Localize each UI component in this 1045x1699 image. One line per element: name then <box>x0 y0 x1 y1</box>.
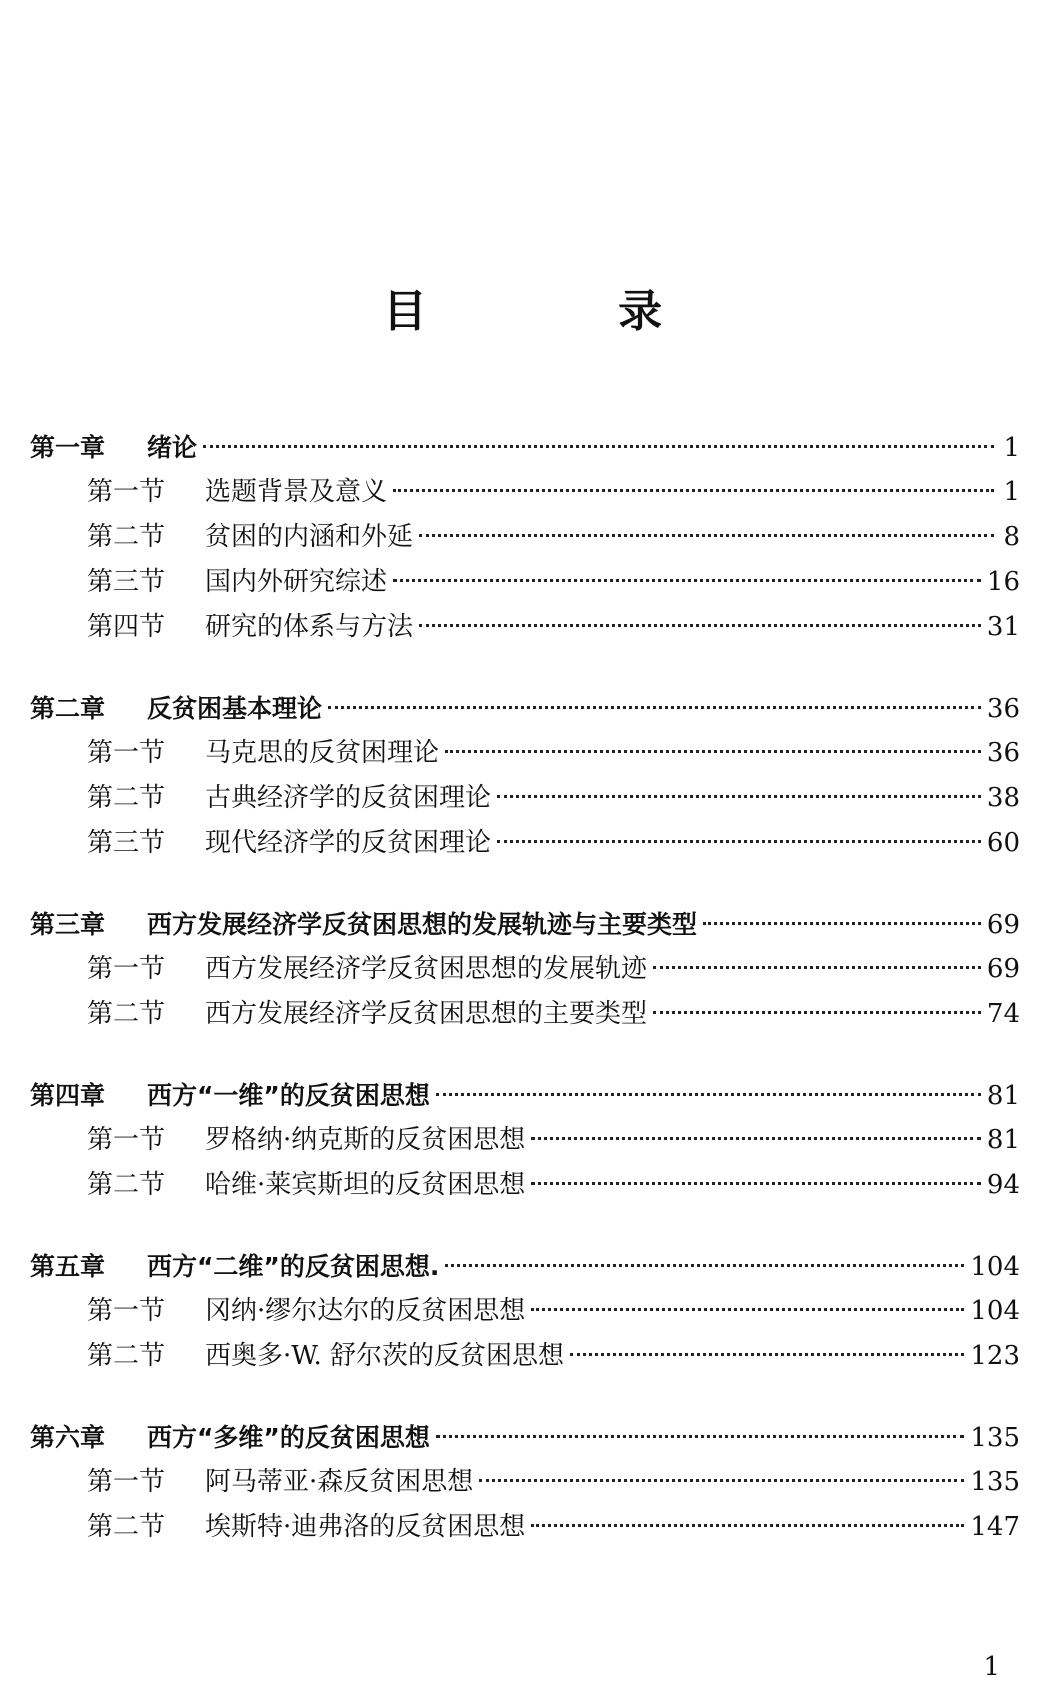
dot-leader <box>328 706 981 709</box>
dot-leader <box>653 1011 981 1014</box>
chapter-label: 第二章 <box>30 694 106 723</box>
chapter-label: 第一章 <box>30 433 106 462</box>
section-title: 马克思的反贫困理论 <box>205 738 440 768</box>
toc-chapter-entry[interactable] <box>30 1073 1020 1118</box>
dot-leader <box>531 1308 964 1311</box>
section-label: 第二节 <box>87 1512 166 1542</box>
section-label: 第二节 <box>87 1170 166 1200</box>
toc-chapter-entry[interactable] <box>30 1415 1020 1460</box>
toc-section-entry[interactable] <box>30 821 1020 866</box>
section-title: 选题背景及意义 <box>205 477 388 507</box>
chapter-block <box>30 1244 1020 1379</box>
section-title: 冈纳·缪尔达尔的反贫困思想 <box>205 1296 526 1326</box>
dot-leader <box>436 1093 981 1096</box>
section-label: 第一节 <box>87 954 166 984</box>
section-label: 第四节 <box>87 612 166 642</box>
section-title: 现代经济学的反贫困理论 <box>205 828 492 858</box>
section-title: 西奥多·W. 舒尔茨的反贫困思想 <box>205 1341 564 1371</box>
dot-leader <box>570 1353 964 1356</box>
section-page-number: 74 <box>986 999 1020 1029</box>
section-page-number: 31 <box>986 612 1020 642</box>
section-page-number: 8 <box>1003 522 1020 552</box>
dot-leader <box>419 534 994 537</box>
chapter-block <box>30 1073 1020 1208</box>
section-label: 第一节 <box>87 1467 166 1497</box>
chapter-block <box>30 1415 1020 1550</box>
dot-leader <box>419 624 981 627</box>
section-title: 阿马蒂亚·森反贫困思想 <box>205 1467 474 1497</box>
dot-leader <box>393 489 994 492</box>
chapter-page-number: 81 <box>986 1081 1020 1111</box>
section-title: 研究的体系与方法 <box>205 612 414 642</box>
dot-leader <box>203 445 994 448</box>
section-page-number: 16 <box>986 567 1020 597</box>
toc-section-entry[interactable] <box>30 1460 1020 1505</box>
section-label: 第三节 <box>87 828 166 858</box>
dot-leader <box>393 579 981 582</box>
toc-section-entry[interactable] <box>30 1505 1020 1550</box>
section-title: 罗格纳·纳克斯的反贫困思想 <box>205 1125 526 1155</box>
chapter-title: 西方“二维”的反贫困思想. <box>147 1252 440 1281</box>
chapter-page-number: 1 <box>1003 433 1020 463</box>
section-page-number: 104 <box>970 1296 1020 1326</box>
toc-chapter-entry[interactable] <box>30 686 1020 731</box>
toc-section-entry[interactable] <box>30 560 1020 605</box>
chapter-title: 西方“一维”的反贫困思想 <box>147 1081 430 1110</box>
section-label: 第三节 <box>87 567 166 597</box>
section-title: 埃斯特·迪弗洛的反贫困思想 <box>205 1512 526 1542</box>
section-title: 贫困的内涵和外延 <box>205 522 414 552</box>
section-label: 第一节 <box>87 738 166 768</box>
toc-section-entry[interactable] <box>30 1334 1020 1379</box>
section-page-number: 81 <box>986 1125 1020 1155</box>
page-title: 目 录 <box>382 286 751 337</box>
section-label: 第二节 <box>87 522 166 552</box>
section-page-number: 147 <box>970 1512 1020 1542</box>
chapter-label: 第五章 <box>30 1252 106 1281</box>
dot-leader <box>531 1137 981 1140</box>
chapter-label: 第六章 <box>30 1423 106 1452</box>
table-of-contents <box>30 425 1020 1586</box>
section-label: 第二节 <box>87 999 166 1029</box>
chapter-page-number: 69 <box>986 910 1020 940</box>
toc-section-entry[interactable] <box>30 731 1020 776</box>
dot-leader <box>479 1479 964 1482</box>
toc-section-entry[interactable] <box>30 992 1020 1037</box>
section-page-number: 123 <box>970 1341 1020 1371</box>
dot-leader <box>445 1264 964 1267</box>
chapter-page-number: 135 <box>970 1423 1020 1453</box>
chapter-block <box>30 902 1020 1037</box>
section-label: 第二节 <box>87 783 166 813</box>
section-page-number: 1 <box>1003 477 1020 507</box>
chapter-block <box>30 686 1020 866</box>
toc-chapter-entry[interactable] <box>30 902 1020 947</box>
chapter-block <box>30 425 1020 650</box>
chapter-title: 西方发展经济学反贫困思想的发展轨迹与主要类型 <box>147 910 698 939</box>
toc-section-entry[interactable] <box>30 947 1020 992</box>
dot-leader <box>497 795 981 798</box>
chapter-title: 西方“多维”的反贫困思想 <box>147 1423 430 1452</box>
dot-leader <box>531 1524 964 1527</box>
section-label: 第二节 <box>87 1341 166 1371</box>
dot-leader <box>703 922 981 925</box>
chapter-label: 第三章 <box>30 910 106 939</box>
section-label: 第一节 <box>87 477 166 507</box>
dot-leader <box>445 750 981 753</box>
toc-chapter-entry[interactable] <box>30 1244 1020 1289</box>
dot-leader <box>497 840 981 843</box>
section-label: 第一节 <box>87 1125 166 1155</box>
dot-leader <box>531 1182 981 1185</box>
section-page-number: 36 <box>986 738 1020 768</box>
toc-section-entry[interactable] <box>30 1163 1020 1208</box>
section-page-number: 135 <box>970 1467 1020 1497</box>
section-title: 国内外研究综述 <box>205 567 388 597</box>
toc-section-entry[interactable] <box>30 605 1020 650</box>
toc-section-entry[interactable] <box>30 1289 1020 1334</box>
toc-section-entry[interactable] <box>30 1118 1020 1163</box>
section-title: 古典经济学的反贫困理论 <box>205 783 492 813</box>
section-title: 西方发展经济学反贫困思想的主要类型 <box>205 999 648 1029</box>
toc-section-entry[interactable] <box>30 776 1020 821</box>
toc-section-entry[interactable] <box>30 470 1020 515</box>
page-number: 1 <box>983 1652 1000 1682</box>
section-page-number: 94 <box>986 1170 1020 1200</box>
toc-chapter-entry[interactable] <box>30 425 1020 470</box>
dot-leader <box>653 966 981 969</box>
chapter-page-number: 104 <box>970 1252 1020 1282</box>
section-label: 第一节 <box>87 1296 166 1326</box>
toc-section-entry[interactable] <box>30 515 1020 560</box>
section-title: 哈维·莱宾斯坦的反贫困思想 <box>205 1170 526 1200</box>
section-page-number: 60 <box>986 828 1020 858</box>
chapter-page-number: 36 <box>986 694 1020 724</box>
section-page-number: 38 <box>986 783 1020 813</box>
chapter-label: 第四章 <box>30 1081 106 1110</box>
chapter-title: 反贫困基本理论 <box>147 694 323 723</box>
section-title: 西方发展经济学反贫困思想的发展轨迹 <box>205 954 648 984</box>
dot-leader <box>436 1435 964 1438</box>
section-page-number: 69 <box>986 954 1020 984</box>
chapter-title: 绪论 <box>147 433 198 462</box>
